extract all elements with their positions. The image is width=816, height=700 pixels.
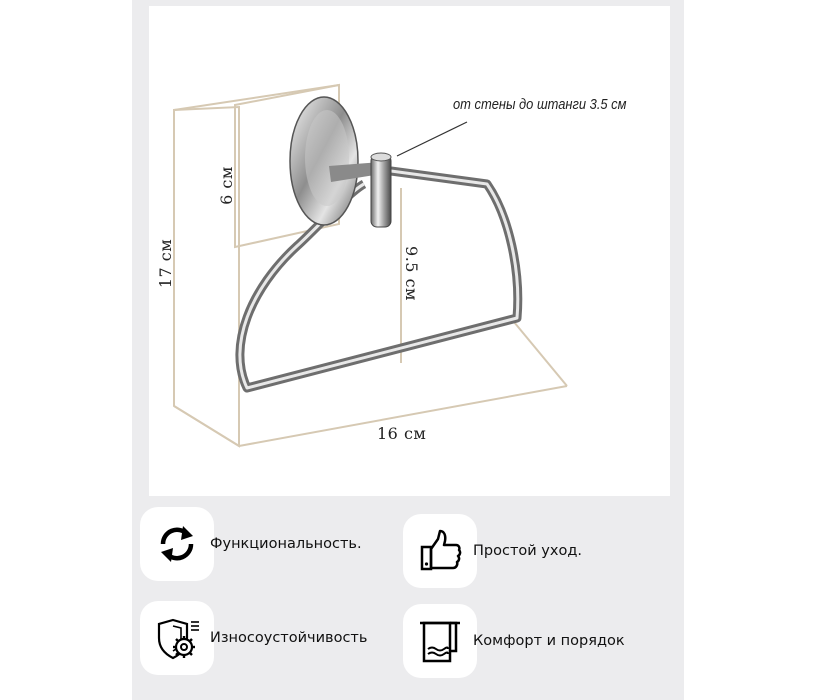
feature-label: Комфорт и порядок <box>473 633 625 649</box>
feature-easy-care <box>403 514 582 588</box>
feature-functionality <box>140 507 362 581</box>
total-height-guide <box>174 107 239 446</box>
feature-comfort <box>403 604 625 678</box>
feature-badge <box>140 507 214 581</box>
shield-gear-icon <box>153 614 201 662</box>
feature-badge <box>140 601 214 675</box>
feature-badge <box>403 604 477 678</box>
product-photo <box>149 6 670 496</box>
dimension-lines <box>174 85 567 446</box>
feature-label: Функциональность. <box>210 536 362 552</box>
ring-height-label: 9.5 см <box>401 246 421 301</box>
feature-durability <box>140 601 367 675</box>
wall-mount <box>290 97 391 227</box>
rotate-arrows-icon <box>153 520 201 568</box>
total-height-label: 17 см <box>156 238 176 289</box>
towel-icon <box>416 617 464 665</box>
thumbs-up-icon <box>416 527 464 575</box>
width-label: 16 см <box>377 424 427 443</box>
mount-height-label: 6 см <box>216 166 236 205</box>
feature-label: Износоустойчивость <box>210 630 368 646</box>
callout-leader <box>397 122 467 156</box>
feature-badge <box>403 514 477 588</box>
wall-to-bar-label: от стены до штанги 3.5 см <box>453 96 627 113</box>
feature-label: Простой уход. <box>473 543 582 559</box>
